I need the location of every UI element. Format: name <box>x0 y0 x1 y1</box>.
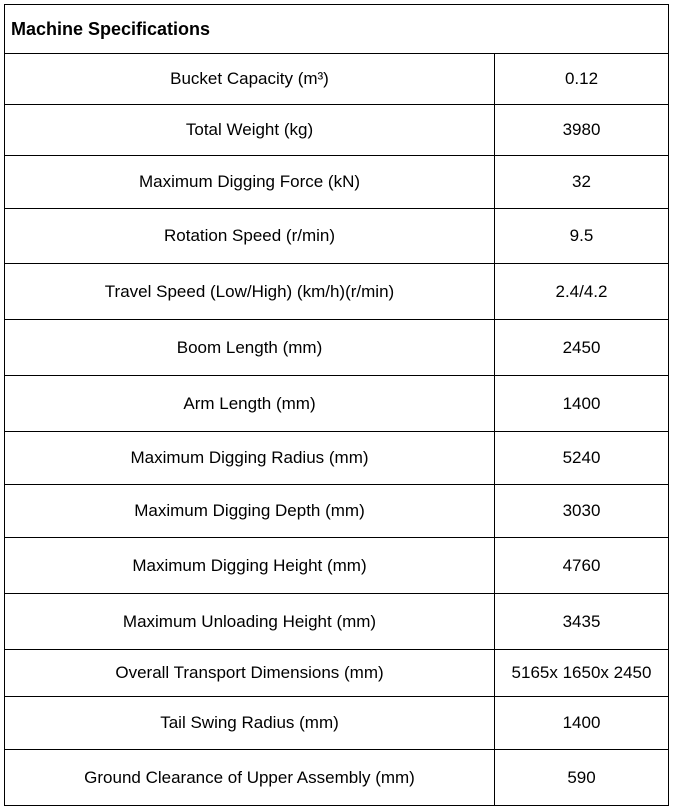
table-row <box>5 485 669 538</box>
spec-value: 5165x 1650x 2450 <box>495 650 669 697</box>
spec-label: Total Weight (kg) <box>5 105 495 156</box>
spec-label: Tail Swing Radius (mm) <box>5 697 495 750</box>
table-row <box>5 697 669 750</box>
spec-label: Maximum Digging Force (kN) <box>5 156 495 209</box>
table-row <box>5 538 669 594</box>
spec-label: Bucket Capacity (m³) <box>5 54 495 105</box>
spec-value: 2.4/4.2 <box>495 264 669 320</box>
spec-value: 3435 <box>495 594 669 650</box>
machine-specifications-table <box>4 4 669 806</box>
spec-value: 9.5 <box>495 209 669 264</box>
table-row <box>5 209 669 264</box>
table-row <box>5 594 669 650</box>
table-row <box>5 320 669 376</box>
table-row <box>5 376 669 432</box>
spec-label: Ground Clearance of Upper Assembly (mm) <box>5 750 495 806</box>
table-row <box>5 750 669 806</box>
spec-label: Maximum Unloading Height (mm) <box>5 594 495 650</box>
spec-value: 590 <box>495 750 669 806</box>
spec-label: Maximum Digging Depth (mm) <box>5 485 495 538</box>
spec-label: Boom Length (mm) <box>5 320 495 376</box>
spec-value: 4760 <box>495 538 669 594</box>
spec-value: 3030 <box>495 485 669 538</box>
spec-value: 2450 <box>495 320 669 376</box>
spec-label: Maximum Digging Height (mm) <box>5 538 495 594</box>
spec-label: Travel Speed (Low/High) (km/h)(r/min) <box>5 264 495 320</box>
spec-label: Maximum Digging Radius (mm) <box>5 432 495 485</box>
table-row <box>5 264 669 320</box>
table-row <box>5 156 669 209</box>
table-row <box>5 432 669 485</box>
spec-value: 32 <box>495 156 669 209</box>
table-row <box>5 105 669 156</box>
spec-label: Arm Length (mm) <box>5 376 495 432</box>
table-title: Machine Specifications <box>5 5 669 54</box>
table-row <box>5 54 669 105</box>
spec-label: Overall Transport Dimensions (mm) <box>5 650 495 697</box>
table-row <box>5 650 669 697</box>
spec-value: 3980 <box>495 105 669 156</box>
table-title-row <box>5 5 669 54</box>
spec-value: 1400 <box>495 376 669 432</box>
spec-value: 5240 <box>495 432 669 485</box>
spec-label: Rotation Speed (r/min) <box>5 209 495 264</box>
spec-value: 1400 <box>495 697 669 750</box>
spec-value: 0.12 <box>495 54 669 105</box>
